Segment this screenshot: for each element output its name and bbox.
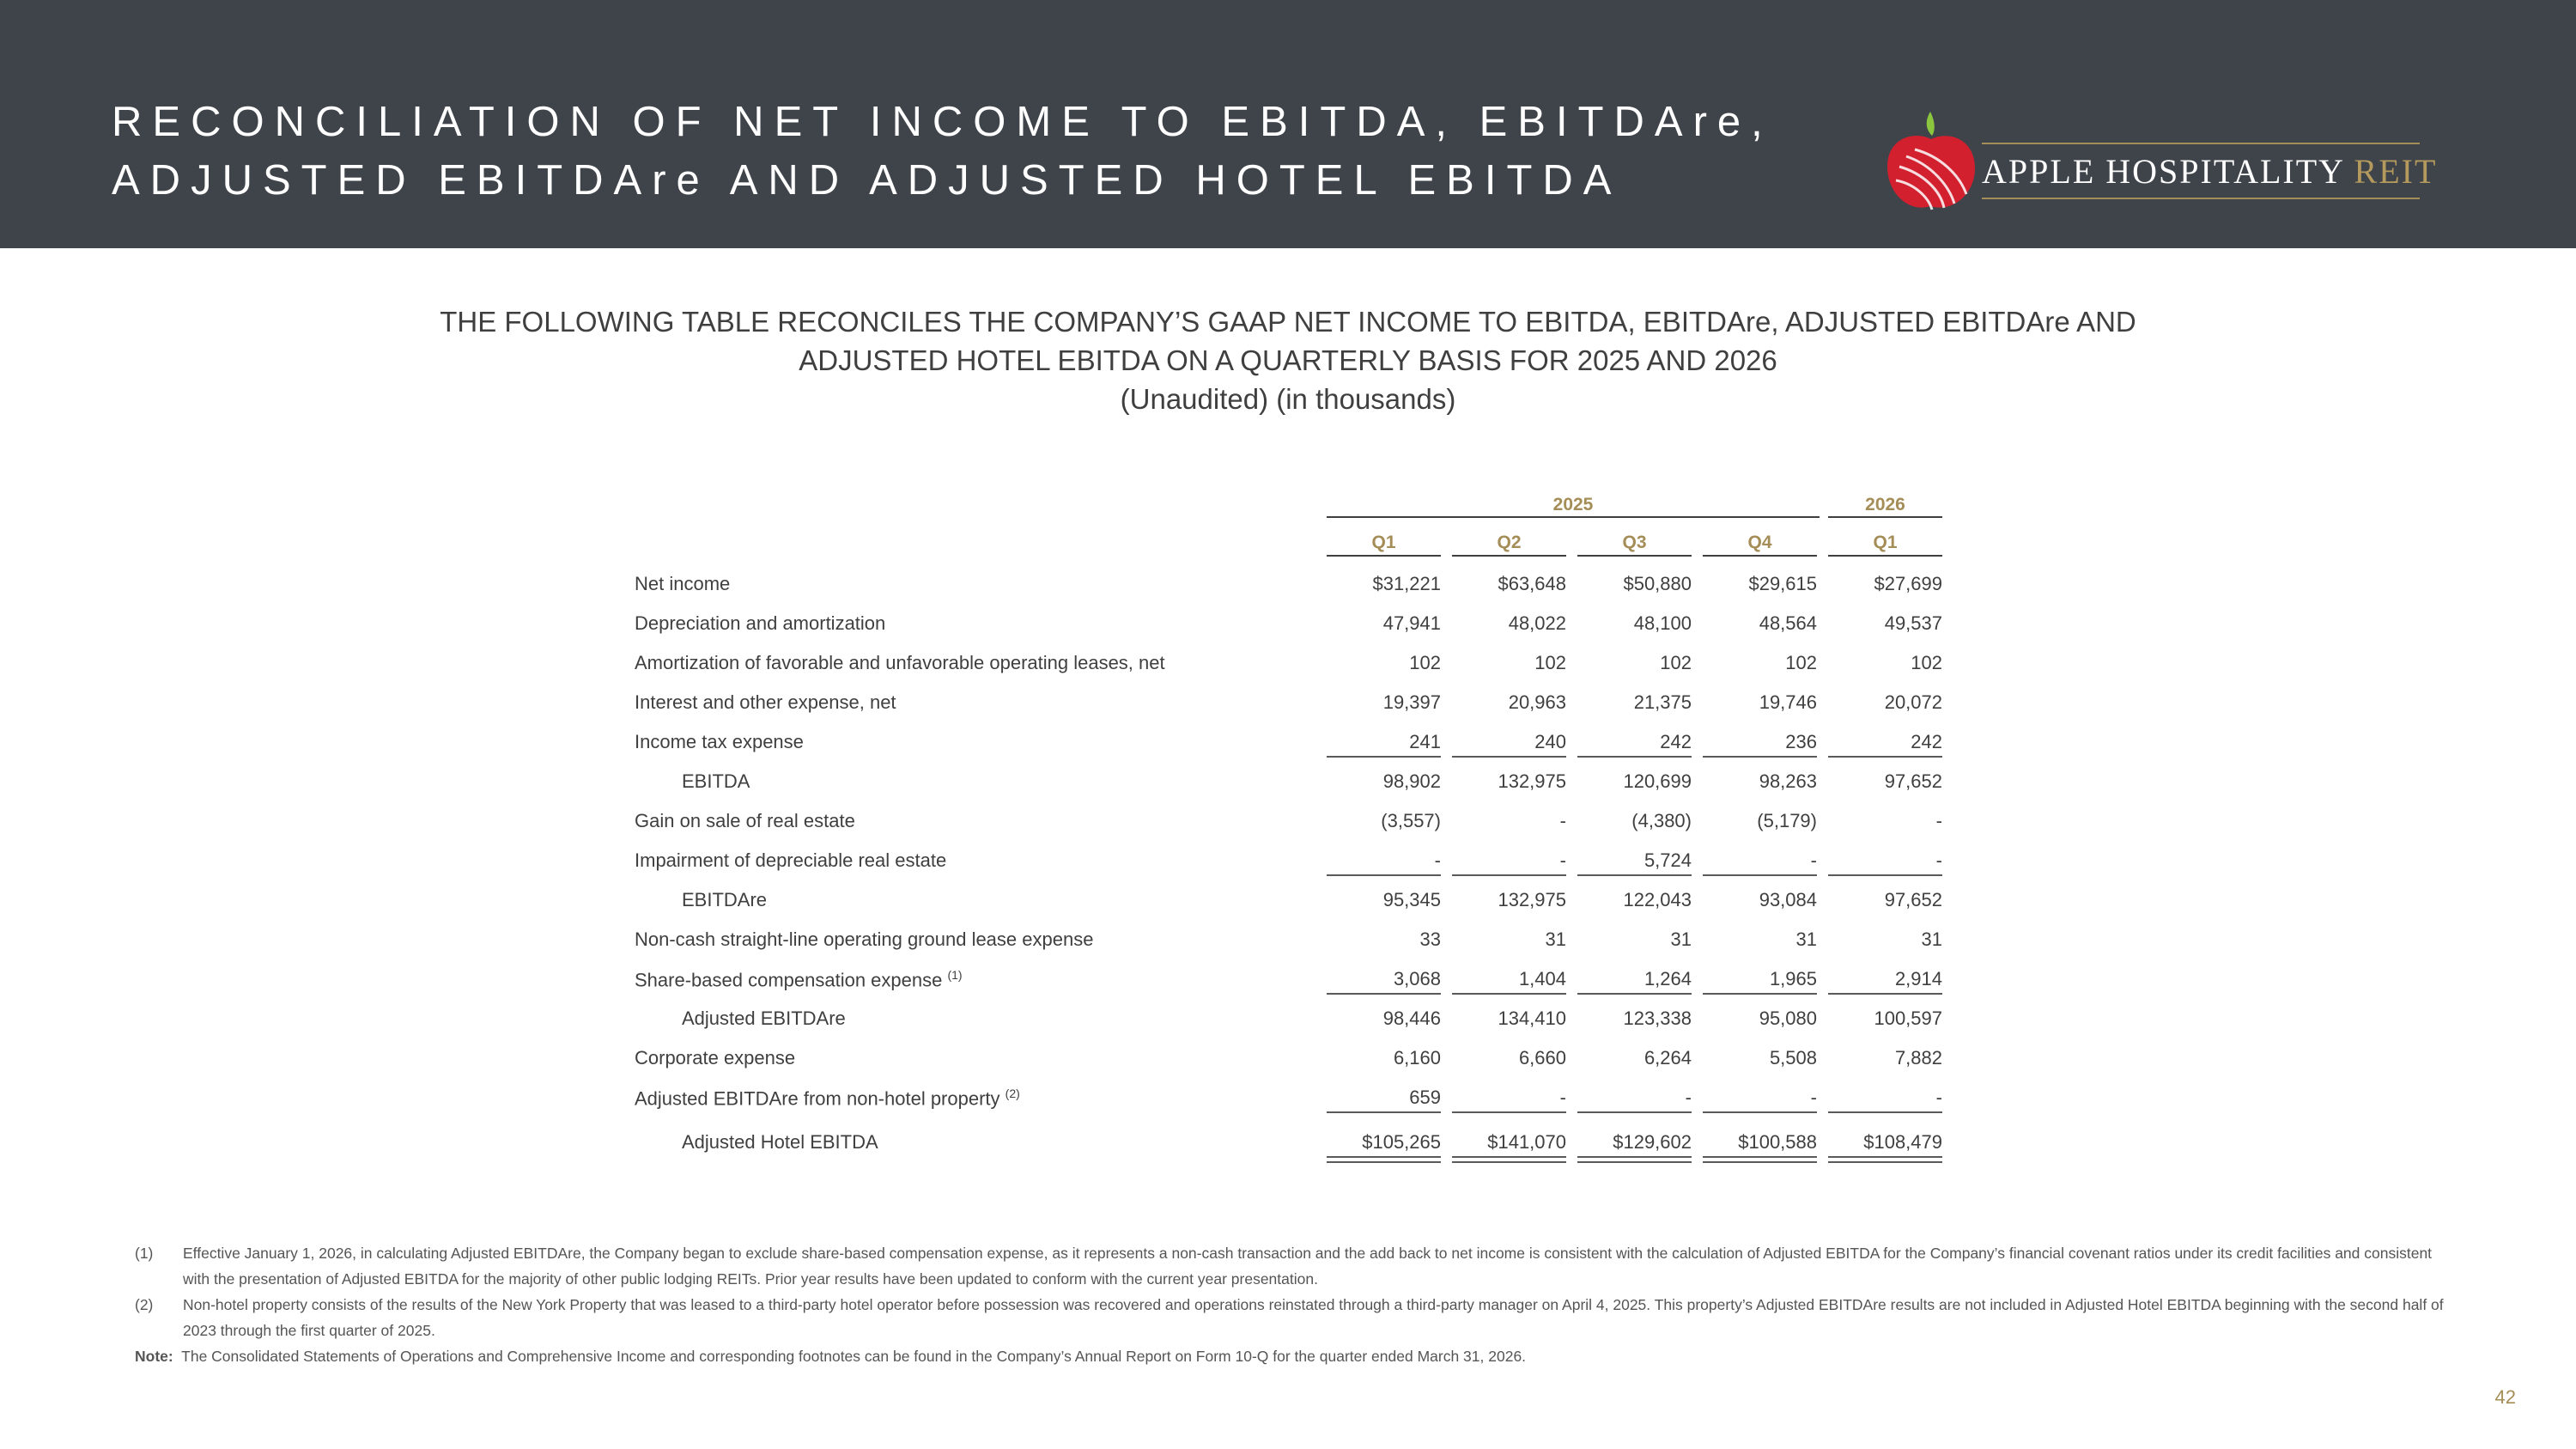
table-cell: 6,264 — [1643, 1047, 1692, 1068]
column-header-rule — [1828, 555, 1942, 557]
table-cell: 98,902 — [1382, 770, 1441, 792]
footnote-1 — [135, 1240, 2453, 1292]
page-title — [112, 93, 1773, 210]
table-cell: 120,699 — [1623, 770, 1692, 792]
table-cell: 134,410 — [1498, 1008, 1566, 1029]
table-cell: - — [1935, 1087, 1942, 1108]
footnote-1-text: Effective January 1, 2026, in calculating Adjusted EBITDAre, the Company began to exclude share-based compensation expense, as it represents a non-cash transaction and the add back to net income is consistent with the calculation of Adjusted EBITDA for the Company’s financial covenant ratios under its credit facilities and consistent with the presentation of Adjusted EBITDA for the majority of other public lodging REITs. Prior year results have been updated to conform with the current year presentation. — [183, 1245, 2433, 1288]
subtotal-rule — [1327, 756, 1441, 758]
footnote-2-text: Non-hotel property consists of the results of the New York Property that was leased to a third-party hotel operator before possession was recovered and operations reinstated through a third-party manager on April 4, 2025. This property’s Adjusted EBITDAre results are not included in Adjusted Hotel EBITDA beginning with the second half of 2023 through the first quarter of 2025. — [183, 1296, 2444, 1339]
table-cell: 31 — [1670, 928, 1692, 950]
table-cell: - — [1810, 849, 1817, 871]
table-cell: 132,975 — [1498, 889, 1566, 910]
subtotal-rule — [1703, 756, 1817, 758]
page-title-line1: RECONCILIATION OF NET INCOME TO EBITDA, EBITDAre, — [112, 99, 1773, 145]
page-title-line2: ADJUSTED EBITDAre AND ADJUSTED HOTEL EBITDA — [112, 157, 1622, 204]
row-label-text: Impairment of depreciable real estate — [635, 849, 947, 871]
row-label — [635, 1087, 1020, 1110]
row-label-text: Adjusted Hotel EBITDA — [682, 1131, 878, 1153]
subtotal-rule — [1828, 874, 1942, 876]
row-label-text: Share-based compensation expense — [635, 969, 943, 991]
table-cell: 6,660 — [1518, 1047, 1566, 1068]
table-cell: - — [1434, 849, 1441, 871]
total-double-rule — [1327, 1161, 1441, 1163]
table-cell: $100,588 — [1738, 1131, 1817, 1153]
logo-wordmark: APPLE HOSPITALITY REIT — [1982, 152, 2438, 191]
row-label-text: Net income — [635, 573, 731, 594]
footnotes — [135, 1240, 2453, 1369]
row-label-text: Gain on sale of real estate — [635, 810, 855, 831]
table-cell: 19,746 — [1759, 691, 1817, 713]
note-text: The Consolidated Statements of Operations and Comprehensive Income and corresponding footnotes can be found in the Company’s Annual Report on Form 10-Q for the quarter ended March 31, 2026. — [181, 1348, 1527, 1365]
row-label — [635, 573, 730, 595]
table-cell: 20,963 — [1508, 691, 1566, 713]
table-cell: 6,160 — [1393, 1047, 1441, 1068]
table-cell: 242 — [1911, 731, 1942, 752]
total-double-rule — [1703, 1161, 1817, 1163]
header-band — [0, 0, 2576, 248]
note-label: Note: — [135, 1348, 173, 1365]
table-cell: 242 — [1660, 731, 1692, 752]
table-cell: - — [1559, 849, 1566, 871]
total-double-rule — [1327, 1156, 1441, 1158]
year-2026-rule — [1828, 516, 1942, 518]
table-cell: 98,446 — [1382, 1008, 1441, 1029]
table-cell: 241 — [1409, 731, 1441, 752]
table-cell: 98,263 — [1759, 770, 1817, 792]
footnote-ref: (1) — [947, 968, 963, 982]
table-cell: 5,724 — [1643, 849, 1692, 871]
table-cell: 97,652 — [1884, 889, 1942, 910]
row-label — [682, 770, 750, 793]
table-cell: 1,404 — [1518, 968, 1566, 989]
table-cell: 31 — [1795, 928, 1817, 950]
row-label-text: Depreciation and amortization — [635, 612, 886, 634]
subtotal-rule — [1452, 874, 1566, 876]
subtotal-rule — [1828, 993, 1942, 995]
table-cell: $108,479 — [1863, 1131, 1942, 1153]
table-cell: 102 — [1409, 652, 1441, 673]
footnote-note — [135, 1343, 2453, 1369]
row-label — [635, 1047, 795, 1069]
table-cell: $141,070 — [1487, 1131, 1566, 1153]
table-cell: - — [1935, 849, 1942, 871]
subtotal-rule — [1577, 874, 1692, 876]
table-cell: $63,648 — [1498, 573, 1566, 594]
footnote-ref: (2) — [1005, 1087, 1020, 1100]
table-subtitle — [0, 302, 2576, 418]
table-cell: 97,652 — [1884, 770, 1942, 792]
table-cell: $129,602 — [1613, 1131, 1692, 1153]
column-header: Q2 — [1497, 533, 1522, 552]
subtotal-rule — [1327, 993, 1441, 995]
table-cell: 31 — [1545, 928, 1566, 950]
table-cell: 102 — [1534, 652, 1566, 673]
footnote-1-marker: (1) — [135, 1245, 154, 1262]
column-header: Q1 — [1371, 533, 1396, 552]
row-label — [635, 612, 885, 635]
subtotal-rule — [1703, 874, 1817, 876]
row-label-text: Adjusted EBITDAre from non-hotel property — [635, 1087, 1000, 1110]
table-cell: 100,597 — [1874, 1008, 1942, 1029]
table-cell: $29,615 — [1748, 573, 1817, 594]
column-header: Q1 — [1873, 533, 1898, 552]
table-cell: - — [1559, 1087, 1566, 1108]
row-label — [635, 968, 963, 991]
table-cell: - — [1935, 810, 1942, 831]
page-number: 42 — [2494, 1386, 2516, 1408]
apple-logo-icon — [1880, 105, 1982, 216]
logo-rule-top — [1982, 143, 2420, 144]
subtitle-line2: ADJUSTED HOTEL EBITDA ON A QUARTERLY BASIS FOR 2025 AND 2026 — [799, 344, 1777, 376]
table-cell: $31,221 — [1372, 573, 1441, 594]
table-cell: 95,345 — [1382, 889, 1441, 910]
table-cell: 31 — [1921, 928, 1942, 950]
total-double-rule — [1577, 1161, 1692, 1163]
year-2025-rule — [1327, 516, 1820, 518]
row-label — [635, 731, 804, 753]
table-cell: 95,080 — [1759, 1008, 1817, 1029]
subtotal-rule — [1577, 993, 1692, 995]
table-cell: (4,380) — [1631, 810, 1692, 831]
table-cell: (5,179) — [1757, 810, 1817, 831]
table-cell: 93,084 — [1759, 889, 1817, 910]
table-cell: 102 — [1911, 652, 1942, 673]
table-cell: 3,068 — [1393, 968, 1441, 989]
row-label-text: Corporate expense — [635, 1047, 796, 1068]
year-2026-header: 2026 — [1865, 495, 1905, 514]
subtotal-rule — [1577, 1111, 1692, 1113]
subtotal-rule — [1327, 874, 1441, 876]
footnote-2-marker: (2) — [135, 1296, 154, 1313]
table-cell: - — [1685, 1087, 1692, 1108]
table-cell: 49,537 — [1884, 612, 1942, 634]
row-label-text: EBITDAre — [682, 889, 768, 910]
row-label — [635, 849, 946, 872]
subtotal-rule — [1577, 756, 1692, 758]
table-cell: 33 — [1419, 928, 1441, 950]
subtotal-rule — [1452, 1111, 1566, 1113]
subtitle-line1: THE FOLLOWING TABLE RECONCILES THE COMPANY’S GAAP NET INCOME TO EBITDA, EBITDAre, ADJUSTED EBITDAre AND — [440, 306, 2136, 338]
column-header-rule — [1452, 555, 1566, 557]
table-cell: 122,043 — [1623, 889, 1692, 910]
total-double-rule — [1452, 1161, 1566, 1163]
total-double-rule — [1828, 1156, 1942, 1158]
row-label-text: EBITDA — [682, 770, 750, 792]
column-header-rule — [1703, 555, 1817, 557]
row-label-text: Income tax expense — [635, 731, 804, 752]
logo-rule-bottom — [1982, 198, 2420, 199]
row-label-text: Amortization of favorable and unfavorable operating leases, net — [635, 652, 1165, 673]
table-cell: 19,397 — [1382, 691, 1441, 713]
subtotal-rule — [1452, 756, 1566, 758]
row-label — [682, 1131, 878, 1154]
table-cell: 21,375 — [1633, 691, 1692, 713]
company-logo — [1880, 105, 2438, 216]
subtotal-rule — [1703, 1111, 1817, 1113]
row-label — [635, 928, 1093, 951]
table-cell: 132,975 — [1498, 770, 1566, 792]
table-cell: 1,965 — [1769, 968, 1817, 989]
table-cell: 5,508 — [1769, 1047, 1817, 1068]
table-cell: 20,072 — [1884, 691, 1942, 713]
row-label-text: Non-cash straight-line operating ground lease expense — [635, 928, 1094, 950]
column-header: Q3 — [1622, 533, 1647, 552]
subtotal-rule — [1703, 993, 1817, 995]
footnote-2 — [135, 1292, 2453, 1343]
subtitle-line3: (Unaudited) (in thousands) — [1120, 383, 1456, 415]
total-double-rule — [1452, 1156, 1566, 1158]
table-cell: - — [1810, 1087, 1817, 1108]
table-cell: - — [1559, 810, 1566, 831]
total-double-rule — [1828, 1161, 1942, 1163]
row-label-text: Adjusted EBITDAre — [682, 1008, 846, 1029]
table-cell: 2,914 — [1894, 968, 1942, 989]
table-cell: 236 — [1785, 731, 1817, 752]
column-header-rule — [1577, 555, 1692, 557]
table-cell: 7,882 — [1894, 1047, 1942, 1068]
subtotal-rule — [1327, 1111, 1441, 1113]
total-double-rule — [1577, 1156, 1692, 1158]
column-header-rule — [1327, 555, 1441, 557]
subtotal-rule — [1828, 756, 1942, 758]
row-label — [635, 652, 1165, 674]
table-cell: 48,022 — [1508, 612, 1566, 634]
table-cell: 102 — [1785, 652, 1817, 673]
table-cell: $105,265 — [1362, 1131, 1441, 1153]
table-cell: 123,338 — [1623, 1008, 1692, 1029]
row-label-text: Interest and other expense, net — [635, 691, 896, 713]
subtotal-rule — [1828, 1111, 1942, 1113]
table-cell: 1,264 — [1643, 968, 1692, 989]
table-cell: $27,699 — [1874, 573, 1942, 594]
table-cell: 659 — [1409, 1087, 1441, 1108]
row-label — [682, 1008, 846, 1030]
table-cell: (3,557) — [1381, 810, 1441, 831]
table-cell: 48,564 — [1759, 612, 1817, 634]
table-cell: 102 — [1660, 652, 1692, 673]
table-cell: 47,941 — [1382, 612, 1441, 634]
table-cell: 48,100 — [1633, 612, 1692, 634]
column-header: Q4 — [1747, 533, 1772, 552]
table-cell: 240 — [1534, 731, 1566, 752]
row-label — [635, 691, 896, 714]
subtotal-rule — [1452, 993, 1566, 995]
row-label — [635, 810, 855, 832]
row-label — [682, 889, 767, 911]
total-double-rule — [1703, 1156, 1817, 1158]
year-2025-header: 2025 — [1552, 495, 1594, 514]
table-cell: $50,880 — [1623, 573, 1692, 594]
